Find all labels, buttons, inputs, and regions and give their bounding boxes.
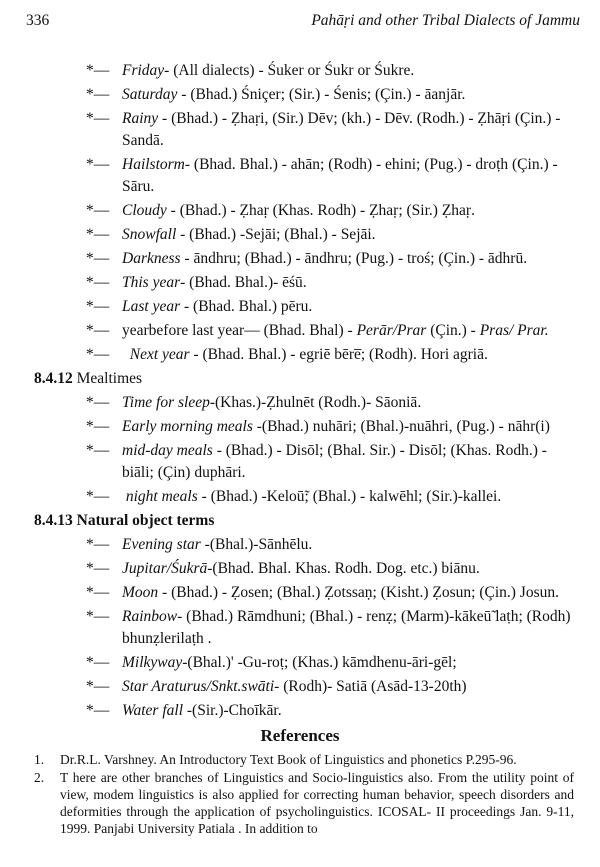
entry-item [0,296,600,318]
entry-item [0,486,600,508]
entry-text: (All dialects) - Śuker or Śukr or Śukre. [169,62,415,79]
entry-item [0,60,600,82]
entry-item [0,108,600,152]
section-number: 8.4.12 [34,370,73,387]
entry-item [0,440,600,484]
entry-text: -(Sir.)-Choīkār. [183,702,282,719]
entry-bullet: *— [86,322,110,339]
running-title: Pahāṛi and other Tribal Dialects of Jammu [311,12,580,29]
entry-item [0,652,600,674]
entry-item [0,320,600,342]
entry-text: - (Bhad.) - Ẓhaṛ (Khas. Rodh) - Ẓhaṛ; (Sir.) Ẓhaṛ. [166,202,475,219]
reference-text: Dr.R.L. Varshney. An Introductory Text Book of Linguistics and phonetics P.295-96. [60,752,517,767]
section-heading [0,368,600,390]
entry-item [0,84,600,106]
entry-text: - (Bhad. Bhal.)- ēśū. [180,274,307,291]
entry-item [0,558,600,580]
entry-bullet: *— [86,202,110,219]
entry-bullet: *— [86,346,110,363]
entry-item [0,344,600,366]
entry-bullet: *— [86,584,110,601]
entry-term: Saturday [122,86,178,103]
reference-item [0,751,600,768]
entry-term: Star Araturus/Snkt.swāti [122,678,275,695]
entry-bullet: *— [86,226,110,243]
entry-bullet: *— [86,298,110,315]
entry-bullet: *— [86,536,110,553]
entry-term: Moon [122,584,159,601]
entry-term: Early morning meals [122,418,253,435]
entry-term: Time for sleep [122,394,210,411]
entry-text: - (Bhad.) -Keloū̃; (Bhal.) - kalwēhl; (Sir.)-kallei. [197,488,502,505]
entry-bullet: *— [86,488,110,505]
entry-text: yearbefore last year— (Bhad. Bhal) - [122,322,357,339]
section-title: Natural object terms [72,512,215,529]
entry-item [0,224,600,246]
entry-bullet: *— [86,110,110,127]
entries [0,60,600,838]
entry-bullet: *— [86,250,110,267]
entry-term: Snowfall [122,226,177,243]
entry-item [0,700,600,722]
entry-item [0,272,600,294]
entry-bullet: *— [86,560,110,577]
entry-text: -(Bhal.)-Sānhēlu. [200,536,313,553]
entry-bullet: *— [86,86,110,103]
entry-bullet: *— [86,442,110,459]
entry-text: - (Bhad.) - Ẓhaṛi, (Sir.) Dēv; (kh.) - Dēv. (Rodh.) - Ẓhāṛi (Çin.) - Sandā. [122,110,561,149]
entry-term: This year [122,274,181,291]
entry-item [0,416,600,438]
entry-item [0,154,600,198]
entry-term: night meals [125,488,198,505]
entry-item [0,606,600,650]
entry-item [0,392,600,414]
section-title: Mealtimes [72,370,143,387]
entry-text: (Çin.) - [426,322,480,339]
entry-bullet: *— [86,678,110,695]
entry-bullet: *— [86,608,110,625]
reference-item [0,769,600,837]
entry-text: - (Bhad.) Śniçer; (Sir.) - Śenis; (Çin.) - āanjār. [177,86,466,103]
section-heading [0,510,600,532]
entry-term: Jupitar/Śukrā [122,560,208,577]
entry-item [0,248,600,270]
entry-text: - (Bhad. Bhal.) - egriē bēre̅; (Rodh). Hori agriā. [189,346,488,363]
entry-term: Next year [129,346,190,363]
section-number: 8.4.13 [34,512,73,529]
entry-term: Milkyway [122,654,183,671]
entry-bullet: *— [86,702,110,719]
references-heading: References [260,726,340,745]
entry-item [0,200,600,222]
entry-term: Rainbow [122,608,178,625]
page-number: 336 [26,12,50,29]
entry-term: Evening star [122,536,201,553]
entry-term: Friday- [122,62,170,79]
entry-text: - (Bhad. Bhal.) - ahān; (Rodh) - ehini; (Pug.) - droṭh (Çin.) - Sāru. [122,156,558,195]
entry-item [0,676,600,698]
entry-term: Pras/ Prar. [479,322,549,339]
entry-bullet: *— [86,156,110,173]
entry-text: -(Bhal.)' -Gu-roṭ; (Khas.) kāmdhenu-āri-gēl; [182,654,457,671]
entry-text: - (Bhad.) - Disōl; (Bhal. Sir.) - Disōl; (Khas. Rodh.) - biāli; (Çin) duphāri. [122,442,547,481]
entry-item [0,534,600,556]
entry-text: - āndhru; (Bhad.) - āndhru; (Pug.) - troś; (Çin.) - ādhrū. [180,250,528,267]
entry-term: Water fall [122,702,184,719]
entry-text: - (Bhad. Bhal.) pēru. [180,298,313,315]
reference-text: T here are other branches of Linguistics and Socio-linguistics also. From the utility point of view, modem linguistics is also applied for correcting human behavior, speech disorders and deformities through the application of psycholinguistics. ICOSAL- II proceedings Jan. 9-11, 1999. Panjabi University Patiala . In addition to [60,770,574,836]
entry-term: Darkness [122,250,181,267]
entry-item [0,582,600,604]
entry-text: -(Bhad.) nuhāri; (Bhal.)-nuāhri, (Pug.) - nāhr(i) [252,418,550,435]
entry-text: -(Khas.)-Ẓhulnēt (Rodh.)- Sāoniā. [209,394,422,411]
entry-bullet: *— [86,274,110,291]
page-header [26,12,580,34]
entry-term: Rainy [122,110,159,127]
entry-text: - (Rodh)- Satiā (Asād-13-20th) [274,678,467,695]
entry-term: mid-day meals [122,442,213,459]
entry-text: -(Bhad. Bhal. Khas. Rodh. Dog. etc.) biānu. [207,560,480,577]
entry-term: Hailstorm [122,156,185,173]
entry-text: - (Bhad.) Rāmdhuni; (Bhal.) - renẓ; (Marm)-kākeū̃ laṭh; (Rodh) bhunẓlerilaṭh . [122,608,571,647]
entry-bullet: *— [86,62,110,79]
entry-bullet: *— [86,418,110,435]
entry-term: Last year [122,298,181,315]
entry-bullet: *— [86,394,110,411]
entry-bullet: *— [86,654,110,671]
entry-term: Cloudy [122,202,167,219]
entry-text: - (Bhad.) - Ẓosen; (Bhal.) Ẓotssaṇ; (Kisht.) Ẓosun; (Çin.) Josun. [158,584,559,601]
reference-number: 1. [34,752,45,767]
entry-term: Perār/Prar [356,322,427,339]
reference-number: 2. [34,770,45,785]
entry-text: - (Bhad.) -Sejāi; (Bhal.) - Sejāi. [176,226,376,243]
